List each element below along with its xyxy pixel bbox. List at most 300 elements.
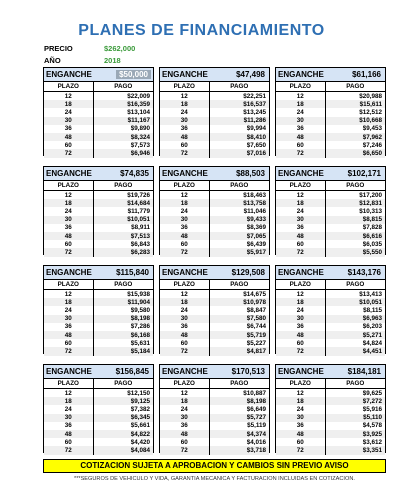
plan-header bbox=[160, 68, 269, 82]
table-row bbox=[44, 347, 153, 355]
table-row bbox=[44, 117, 153, 125]
payment-table bbox=[160, 280, 269, 356]
table-row bbox=[160, 389, 269, 398]
plan-block bbox=[159, 166, 270, 255]
plazo-cell: 24 bbox=[276, 207, 325, 215]
table-row bbox=[44, 430, 153, 438]
plazo-cell: 60 bbox=[160, 240, 209, 248]
plazo-cell: 24 bbox=[160, 306, 209, 314]
table-row bbox=[44, 216, 153, 224]
plazo-cell: 72 bbox=[160, 248, 209, 256]
precio-label: PRECIO bbox=[44, 44, 73, 53]
pago-cell: $6,744 bbox=[246, 323, 266, 331]
pago-cell: $4,420 bbox=[130, 438, 150, 446]
plazo-header: PLAZO bbox=[160, 379, 209, 389]
enganche-label: ENGANCHE bbox=[162, 169, 208, 178]
pago-cell: $7,580 bbox=[209, 315, 269, 323]
plazo-cell: 72 bbox=[276, 149, 325, 157]
plazo-cell: 72 bbox=[276, 347, 325, 355]
plazo-cell: 72 bbox=[44, 248, 93, 256]
pago-header: PAGO bbox=[93, 379, 153, 389]
pago-cell: $16,359 bbox=[93, 100, 153, 108]
pago-cell: $9,625 bbox=[362, 389, 382, 397]
plazo-header: PLAZO bbox=[160, 280, 209, 290]
plazo-header: PLAZO bbox=[276, 181, 325, 191]
plan-block bbox=[275, 265, 386, 354]
table-row bbox=[44, 315, 153, 323]
table-row bbox=[160, 298, 269, 306]
plazo-header: PLAZO bbox=[276, 280, 325, 290]
plazo-cell: 18 bbox=[276, 397, 325, 405]
pago-cell: $6,203 bbox=[362, 323, 382, 331]
pago-header: PAGO bbox=[209, 181, 269, 191]
pago-cell: $3,351 bbox=[325, 446, 385, 454]
pago-cell: $7,962 bbox=[325, 133, 385, 141]
plazo-cell: 48 bbox=[160, 232, 209, 240]
plazo-cell: 48 bbox=[44, 232, 93, 240]
enganche-label: ENGANCHE bbox=[46, 268, 92, 277]
pago-header: PAGO bbox=[93, 181, 153, 191]
plan-block bbox=[275, 67, 386, 156]
plazo-cell: 24 bbox=[44, 405, 93, 413]
pago-cell: $22,251 bbox=[243, 92, 266, 100]
table-row bbox=[160, 232, 269, 240]
plazo-cell: 12 bbox=[44, 191, 93, 200]
plazo-cell: 30 bbox=[276, 216, 325, 224]
enganche-amount: $47,498 bbox=[236, 70, 265, 79]
plazo-cell: 18 bbox=[44, 298, 93, 306]
table-row bbox=[276, 397, 385, 405]
enganche-amount: $74,835 bbox=[120, 169, 149, 178]
pago-cell: $15,611 bbox=[325, 100, 385, 108]
plazo-cell: 48 bbox=[276, 232, 325, 240]
plazo-cell: 12 bbox=[276, 389, 325, 398]
table-row bbox=[276, 389, 385, 398]
pago-cell: $10,978 bbox=[209, 298, 269, 306]
pago-cell: $17,200 bbox=[359, 191, 382, 199]
pago-cell: $14,675 bbox=[243, 290, 266, 298]
table-row bbox=[276, 347, 385, 355]
pago-cell: $7,382 bbox=[130, 405, 150, 413]
table-row bbox=[276, 92, 385, 101]
pago-header: PAGO bbox=[325, 280, 385, 290]
plan-header bbox=[276, 365, 385, 379]
plazo-cell: 30 bbox=[276, 414, 325, 422]
plazo-cell: 24 bbox=[160, 108, 209, 116]
plazo-cell: 30 bbox=[160, 414, 209, 422]
pago-cell: $8,847 bbox=[246, 306, 266, 314]
table-row bbox=[160, 199, 269, 207]
plazo-cell: 24 bbox=[276, 405, 325, 413]
table-row bbox=[276, 191, 385, 200]
plan-header bbox=[276, 266, 385, 280]
enganche-label: ENGANCHE bbox=[46, 70, 92, 79]
pago-cell: $7,246 bbox=[362, 141, 382, 149]
pago-cell: $4,824 bbox=[362, 339, 382, 347]
pago-cell: $18,463 bbox=[243, 191, 266, 199]
pago-cell: $4,578 bbox=[362, 422, 382, 430]
table-row bbox=[160, 315, 269, 323]
table-row bbox=[160, 347, 269, 355]
pago-cell: $7,828 bbox=[362, 224, 382, 232]
pago-cell: $6,963 bbox=[325, 315, 385, 323]
table-row bbox=[276, 240, 385, 248]
plan-header bbox=[160, 365, 269, 379]
table-row bbox=[160, 240, 269, 248]
table-row bbox=[44, 149, 153, 157]
pago-cell: $8,198 bbox=[209, 397, 269, 405]
table-row bbox=[44, 389, 153, 398]
table-row bbox=[160, 149, 269, 157]
table-row bbox=[160, 125, 269, 133]
plazo-cell: 60 bbox=[44, 240, 93, 248]
payment-table bbox=[276, 379, 385, 455]
pago-header: PAGO bbox=[325, 82, 385, 92]
payment-table bbox=[160, 379, 269, 455]
table-row bbox=[276, 108, 385, 116]
pago-header: PAGO bbox=[93, 280, 153, 290]
plan-block bbox=[275, 166, 386, 255]
plazo-cell: 36 bbox=[276, 422, 325, 430]
pago-cell: $5,184 bbox=[93, 347, 153, 355]
table-row bbox=[44, 141, 153, 149]
plazo-cell: 18 bbox=[160, 397, 209, 405]
plazo-cell: 36 bbox=[44, 224, 93, 232]
pago-cell: $13,758 bbox=[209, 199, 269, 207]
table-row bbox=[44, 199, 153, 207]
table-row bbox=[276, 290, 385, 299]
table-row bbox=[160, 290, 269, 299]
pago-cell: $9,994 bbox=[246, 125, 266, 133]
plazo-cell: 72 bbox=[44, 347, 93, 355]
enganche-amount: $61,166 bbox=[352, 70, 381, 79]
table-row bbox=[276, 331, 385, 339]
plazo-cell: 24 bbox=[160, 405, 209, 413]
pago-cell: $8,198 bbox=[93, 315, 153, 323]
table-row bbox=[276, 141, 385, 149]
pago-cell: $11,286 bbox=[209, 117, 269, 125]
table-row bbox=[160, 224, 269, 232]
plazo-cell: 48 bbox=[276, 133, 325, 141]
plazo-cell: 18 bbox=[44, 397, 93, 405]
pago-cell: $4,374 bbox=[209, 430, 269, 438]
pago-cell: $12,512 bbox=[359, 108, 382, 116]
pago-cell: $12,831 bbox=[325, 199, 385, 207]
pago-cell: $9,890 bbox=[130, 125, 150, 133]
pago-cell: $7,016 bbox=[209, 149, 269, 157]
table-row bbox=[160, 323, 269, 331]
pago-header: PAGO bbox=[325, 181, 385, 191]
plazo-cell: 18 bbox=[160, 298, 209, 306]
pago-cell: $8,115 bbox=[363, 306, 382, 314]
plazo-cell: 12 bbox=[44, 92, 93, 101]
pago-header: PAGO bbox=[209, 280, 269, 290]
plazo-cell: 24 bbox=[276, 108, 325, 116]
plazo-cell: 30 bbox=[276, 315, 325, 323]
table-row bbox=[44, 240, 153, 248]
plazo-cell: 36 bbox=[44, 422, 93, 430]
pago-cell: $7,513 bbox=[93, 232, 153, 240]
plazo-cell: 48 bbox=[160, 133, 209, 141]
table-row bbox=[44, 290, 153, 299]
table-row bbox=[276, 117, 385, 125]
precio-value: $262,000 bbox=[104, 44, 136, 53]
pago-cell: $7,650 bbox=[246, 141, 266, 149]
pago-cell: $5,719 bbox=[209, 331, 269, 339]
payment-table bbox=[276, 181, 385, 257]
pago-cell: $7,286 bbox=[130, 323, 150, 331]
pago-cell: $6,035 bbox=[362, 240, 382, 248]
enganche-amount: $156,845 bbox=[115, 367, 149, 376]
pago-cell: $16,537 bbox=[209, 100, 269, 108]
pago-cell: $11,046 bbox=[243, 207, 266, 215]
plazo-header: PLAZO bbox=[276, 379, 325, 389]
plan-header bbox=[44, 68, 153, 82]
table-row bbox=[276, 306, 385, 314]
pago-cell: $3,718 bbox=[209, 446, 269, 454]
pago-header: PAGO bbox=[209, 379, 269, 389]
enganche-label: ENGANCHE bbox=[162, 70, 208, 79]
plan-header bbox=[44, 167, 153, 181]
precio-row bbox=[44, 44, 136, 53]
table-row bbox=[160, 133, 269, 141]
table-row bbox=[160, 92, 269, 101]
plazo-cell: 30 bbox=[160, 117, 209, 125]
plazo-header: PLAZO bbox=[44, 82, 93, 92]
plazo-cell: 72 bbox=[44, 149, 93, 157]
plazo-cell: 18 bbox=[276, 298, 325, 306]
pago-cell: $6,439 bbox=[246, 240, 266, 248]
table-row bbox=[160, 248, 269, 256]
pago-cell: $6,283 bbox=[93, 248, 153, 256]
table-row bbox=[44, 405, 153, 413]
table-row bbox=[276, 323, 385, 331]
payment-table bbox=[44, 280, 153, 356]
plazo-cell: 12 bbox=[276, 290, 325, 299]
pago-cell: $13,104 bbox=[127, 108, 150, 116]
plazo-cell: 36 bbox=[276, 323, 325, 331]
table-row bbox=[276, 339, 385, 347]
plazo-header: PLAZO bbox=[44, 379, 93, 389]
pago-header: PAGO bbox=[209, 82, 269, 92]
pago-cell: $10,668 bbox=[325, 117, 385, 125]
pago-cell: $13,413 bbox=[359, 290, 382, 298]
table-row bbox=[160, 306, 269, 314]
pago-cell: $20,988 bbox=[359, 92, 382, 100]
pago-cell: $5,271 bbox=[325, 331, 385, 339]
pago-cell: $6,345 bbox=[93, 414, 153, 422]
plan-header bbox=[276, 167, 385, 181]
anio-row bbox=[44, 56, 121, 65]
pago-cell: $19,726 bbox=[127, 191, 150, 199]
pago-cell: $5,727 bbox=[209, 414, 269, 422]
payment-table bbox=[160, 181, 269, 257]
pago-cell: $4,016 bbox=[246, 438, 266, 446]
plazo-header: PLAZO bbox=[44, 181, 93, 191]
pago-cell: $6,616 bbox=[325, 232, 385, 240]
enganche-amount: $102,171 bbox=[347, 169, 381, 178]
payment-table bbox=[44, 181, 153, 257]
table-row bbox=[44, 446, 153, 454]
table-row bbox=[160, 422, 269, 430]
table-row bbox=[44, 207, 153, 215]
enganche-label: ENGANCHE bbox=[46, 169, 92, 178]
pago-cell: $7,272 bbox=[325, 397, 385, 405]
plazo-cell: 36 bbox=[44, 125, 93, 133]
table-row bbox=[160, 430, 269, 438]
plazo-cell: 18 bbox=[160, 199, 209, 207]
payment-table bbox=[44, 82, 153, 158]
plans-grid bbox=[43, 67, 386, 453]
payment-table bbox=[276, 280, 385, 356]
pago-cell: $15,938 bbox=[127, 290, 150, 298]
plan-block bbox=[159, 67, 270, 156]
enganche-amount: $184,181 bbox=[347, 367, 381, 376]
plazo-cell: 18 bbox=[276, 100, 325, 108]
plazo-cell: 30 bbox=[44, 216, 93, 224]
table-row bbox=[160, 331, 269, 339]
table-row bbox=[276, 224, 385, 232]
plazo-cell: 60 bbox=[160, 438, 209, 446]
enganche-label: ENGANCHE bbox=[46, 367, 92, 376]
plan-header bbox=[44, 365, 153, 379]
table-row bbox=[276, 414, 385, 422]
plazo-cell: 48 bbox=[44, 331, 93, 339]
pago-cell: $5,227 bbox=[246, 339, 266, 347]
disclaimer-banner: COTIZACION SUJETA A APROBACION Y CAMBIOS SIN PREVIO AVISO bbox=[43, 459, 386, 473]
table-row bbox=[160, 191, 269, 200]
table-row bbox=[276, 315, 385, 323]
plazo-cell: 72 bbox=[160, 149, 209, 157]
table-row bbox=[44, 298, 153, 306]
plan-header bbox=[160, 167, 269, 181]
enganche-label: ENGANCHE bbox=[278, 367, 324, 376]
table-row bbox=[276, 207, 385, 215]
plazo-cell: 48 bbox=[276, 430, 325, 438]
table-row bbox=[160, 207, 269, 215]
plazo-cell: 72 bbox=[160, 347, 209, 355]
table-row bbox=[160, 446, 269, 454]
pago-cell: $5,917 bbox=[209, 248, 269, 256]
table-row bbox=[276, 405, 385, 413]
table-row bbox=[44, 133, 153, 141]
plazo-cell: 48 bbox=[160, 430, 209, 438]
table-row bbox=[44, 438, 153, 446]
plazo-cell: 48 bbox=[276, 331, 325, 339]
table-row bbox=[44, 339, 153, 347]
plan-block bbox=[43, 364, 154, 453]
pago-cell: $13,245 bbox=[243, 108, 266, 116]
table-row bbox=[276, 149, 385, 157]
table-row bbox=[160, 100, 269, 108]
table-row bbox=[44, 422, 153, 430]
plazo-cell: 60 bbox=[160, 141, 209, 149]
table-row bbox=[44, 306, 153, 314]
plazo-cell: 48 bbox=[44, 430, 93, 438]
table-row bbox=[44, 248, 153, 256]
pago-cell: $14,684 bbox=[93, 199, 153, 207]
plazo-cell: 24 bbox=[160, 207, 209, 215]
plazo-cell: 12 bbox=[160, 191, 209, 200]
plazo-header: PLAZO bbox=[276, 82, 325, 92]
pago-cell: $3,925 bbox=[325, 430, 385, 438]
plazo-cell: 30 bbox=[44, 117, 93, 125]
pago-cell: $22,009 bbox=[127, 92, 150, 100]
pago-cell: $10,051 bbox=[325, 298, 385, 306]
pago-cell: $7,573 bbox=[130, 141, 150, 149]
table-row bbox=[44, 108, 153, 116]
plazo-cell: 30 bbox=[160, 315, 209, 323]
plazo-cell: 72 bbox=[276, 446, 325, 454]
plazo-cell: 24 bbox=[44, 306, 93, 314]
pago-cell: $10,313 bbox=[359, 207, 382, 215]
table-row bbox=[44, 100, 153, 108]
table-row bbox=[276, 216, 385, 224]
plazo-cell: 72 bbox=[44, 446, 93, 454]
pago-cell: $10,887 bbox=[243, 389, 266, 397]
plazo-cell: 36 bbox=[44, 323, 93, 331]
table-row bbox=[44, 224, 153, 232]
plazo-cell: 36 bbox=[160, 125, 209, 133]
pago-cell: $5,916 bbox=[362, 405, 382, 413]
pago-cell: $5,550 bbox=[325, 248, 385, 256]
pago-cell: $5,110 bbox=[325, 414, 385, 422]
table-row bbox=[160, 117, 269, 125]
plazo-cell: 60 bbox=[276, 240, 325, 248]
plan-block bbox=[159, 265, 270, 354]
table-row bbox=[276, 125, 385, 133]
plazo-header: PLAZO bbox=[160, 181, 209, 191]
pago-cell: $9,433 bbox=[209, 216, 269, 224]
plazo-cell: 24 bbox=[44, 108, 93, 116]
enganche-amount: $143,176 bbox=[347, 268, 381, 277]
plazo-cell: 18 bbox=[44, 100, 93, 108]
plazo-cell: 30 bbox=[44, 315, 93, 323]
plazo-cell: 18 bbox=[160, 100, 209, 108]
plazo-cell: 60 bbox=[276, 141, 325, 149]
pago-cell: $9,125 bbox=[93, 397, 153, 405]
pago-cell: $6,843 bbox=[130, 240, 150, 248]
payment-table bbox=[276, 82, 385, 158]
table-row bbox=[276, 438, 385, 446]
table-row bbox=[276, 446, 385, 454]
plazo-cell: 18 bbox=[44, 199, 93, 207]
plazo-cell: 60 bbox=[44, 438, 93, 446]
enganche-amount: $170,513 bbox=[231, 367, 265, 376]
table-row bbox=[276, 232, 385, 240]
pago-cell: $9,453 bbox=[362, 125, 382, 133]
pago-cell: $7,065 bbox=[209, 232, 269, 240]
pago-cell: $4,084 bbox=[93, 446, 153, 454]
pago-cell: $11,167 bbox=[93, 117, 153, 125]
plazo-cell: 72 bbox=[276, 248, 325, 256]
plazo-cell: 12 bbox=[44, 290, 93, 299]
table-row bbox=[44, 125, 153, 133]
pago-cell: $5,119 bbox=[247, 422, 266, 430]
table-row bbox=[276, 100, 385, 108]
plazo-cell: 12 bbox=[44, 389, 93, 398]
anio-label: AÑO bbox=[44, 56, 61, 65]
table-row bbox=[44, 92, 153, 101]
payment-table bbox=[160, 82, 269, 158]
plan-block bbox=[43, 67, 154, 156]
pago-cell: $8,369 bbox=[246, 224, 266, 232]
page-title: PLANES DE FINANCIAMIENTO bbox=[78, 22, 325, 39]
plazo-cell: 12 bbox=[160, 92, 209, 101]
plazo-cell: 48 bbox=[44, 133, 93, 141]
footnote: ***SEGUROS DE VEHICULO Y VIDA, GARANTIA MECANICA Y FACTURACION INCLUIDAS EN COTIZACION. bbox=[74, 476, 355, 482]
plazo-cell: 36 bbox=[160, 422, 209, 430]
